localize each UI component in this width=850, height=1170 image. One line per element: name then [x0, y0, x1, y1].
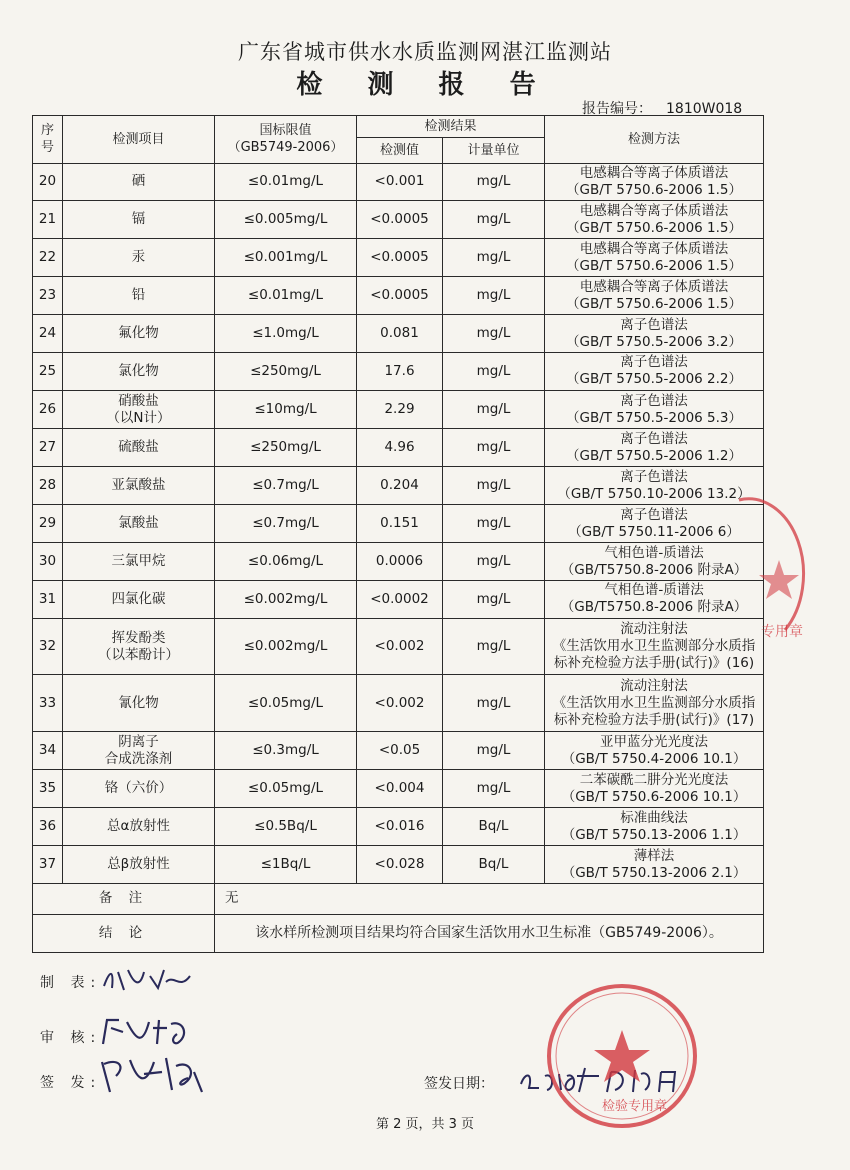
table-row	[33, 675, 764, 732]
row-unit: mg/L	[443, 353, 545, 391]
row-item: 四氯化碳	[63, 580, 215, 618]
table-row	[33, 277, 764, 315]
table-row	[33, 732, 764, 770]
row-item: 亚氯酸盐	[63, 467, 215, 505]
header-item: 检测项目	[63, 116, 215, 164]
row-item: 氟化物	[63, 315, 215, 353]
row-limit: ≤0.06mg/L	[215, 543, 357, 581]
row-value: 0.151	[357, 505, 443, 543]
row-no: 36	[33, 808, 63, 846]
row-value: <0.0005	[357, 239, 443, 277]
row-value: <0.016	[357, 808, 443, 846]
row-item: 氯酸盐	[63, 505, 215, 543]
row-no: 29	[33, 505, 63, 543]
row-limit: ≤1.0mg/L	[215, 315, 357, 353]
row-no: 24	[33, 315, 63, 353]
row-value: <0.004	[357, 770, 443, 808]
table-header-row-1	[33, 116, 764, 138]
row-item: 总β放射性	[63, 846, 215, 884]
row-unit: Bq/L	[443, 846, 545, 884]
row-item: 氯化物	[63, 353, 215, 391]
row-no: 33	[33, 675, 63, 732]
org-title: 广东省城市供水水质监测网湛江监测站	[238, 40, 612, 64]
row-no: 21	[33, 201, 63, 239]
row-limit: ≤250mg/L	[215, 429, 357, 467]
row-unit: mg/L	[443, 770, 545, 808]
row-unit: mg/L	[443, 505, 545, 543]
issue-date: 签发日期：	[424, 1076, 494, 1092]
row-no: 25	[33, 353, 63, 391]
prepared-by: 制 表:	[40, 975, 102, 991]
row-item: 氰化物	[63, 675, 215, 732]
report-number-value: 1810W018	[666, 101, 743, 117]
row-method: 电感耦合等离子体质谱法 （GB/T 5750.6-2006 1.5）	[545, 277, 764, 315]
row-value: <0.05	[357, 732, 443, 770]
table-row	[33, 239, 764, 277]
row-value: <0.0005	[357, 277, 443, 315]
row-item: 三氯甲烷	[63, 543, 215, 581]
row-no: 22	[33, 239, 63, 277]
report-number-label: 报告编号：	[582, 101, 652, 117]
row-unit: mg/L	[443, 618, 545, 675]
table-row	[33, 201, 764, 239]
table-row	[33, 808, 764, 846]
row-limit: ≤0.3mg/L	[215, 732, 357, 770]
row-limit: ≤10mg/L	[215, 390, 357, 428]
row-limit: ≤0.05mg/L	[215, 675, 357, 732]
svg-text:专用章: 专用章	[761, 624, 803, 640]
row-no: 31	[33, 580, 63, 618]
conclusion-row	[33, 914, 764, 953]
row-value: 0.0006	[357, 543, 443, 581]
row-method: 离子色谱法 （GB/T 5750.5-2006 5.3）	[545, 390, 764, 428]
row-value: 0.081	[357, 315, 443, 353]
official-seal	[542, 982, 702, 1132]
row-method: 电感耦合等离子体质谱法 （GB/T 5750.6-2006 1.5）	[545, 239, 764, 277]
row-method: 气相色谱-质谱法 （GB/T5750.8-2006 附录A）	[545, 580, 764, 618]
remark-row-label: 备 注	[33, 884, 215, 914]
conclusion-row-label: 结 论	[33, 914, 215, 953]
row-item: 硝酸盐 （以N计）	[63, 390, 215, 428]
header-value: 检测值	[357, 138, 443, 163]
row-no: 37	[33, 846, 63, 884]
header-limit: 国标限值 （GB5749-2006）	[215, 116, 357, 164]
table-row	[33, 618, 764, 675]
row-method: 离子色谱法 （GB/T 5750.5-2006 2.2）	[545, 353, 764, 391]
row-value: <0.0002	[357, 580, 443, 618]
row-unit: mg/L	[443, 675, 545, 732]
document-title: 检 测 报 告	[296, 70, 554, 100]
table-row	[33, 163, 764, 201]
row-item: 阴离子 合成洗涤剂	[63, 732, 215, 770]
row-method: 二苯碳酰二肼分光光度法 （GB/T 5750.6-2006 10.1）	[545, 770, 764, 808]
side-stamp	[735, 490, 803, 650]
row-no: 32	[33, 618, 63, 675]
row-unit: mg/L	[443, 277, 545, 315]
row-no: 30	[33, 543, 63, 581]
row-no: 23	[33, 277, 63, 315]
row-method: 离子色谱法 （GB/T 5750.11-2006 6）	[545, 505, 764, 543]
row-value: 17.6	[357, 353, 443, 391]
row-method: 离子色谱法 （GB/T 5750.5-2006 1.2）	[545, 429, 764, 467]
issued-signature	[96, 1052, 206, 1096]
header-no: 序号	[33, 116, 63, 164]
row-value: 2.29	[357, 390, 443, 428]
row-method: 电感耦合等离子体质谱法 （GB/T 5750.6-2006 1.5）	[545, 163, 764, 201]
row-unit: mg/L	[443, 163, 545, 201]
row-limit: ≤250mg/L	[215, 353, 357, 391]
header-unit: 计量单位	[443, 138, 545, 163]
row-method: 离子色谱法 （GB/T 5750.10-2006 13.2）	[545, 467, 764, 505]
remark-row-value: 无	[215, 884, 764, 914]
issued-by: 签 发:	[40, 1075, 102, 1091]
row-method: 气相色谱-质谱法 （GB/T5750.8-2006 附录A）	[545, 543, 764, 581]
table-row	[33, 429, 764, 467]
row-limit: ≤1Bq/L	[215, 846, 357, 884]
row-method: 亚甲蓝分光光度法 （GB/T 5750.4-2006 10.1）	[545, 732, 764, 770]
row-item: 镉	[63, 201, 215, 239]
row-item: 铬（六价）	[63, 770, 215, 808]
row-unit: mg/L	[443, 201, 545, 239]
row-limit: ≤0.05mg/L	[215, 770, 357, 808]
row-limit: ≤0.002mg/L	[215, 580, 357, 618]
row-method: 电感耦合等离子体质谱法 （GB/T 5750.6-2006 1.5）	[545, 201, 764, 239]
row-value: <0.028	[357, 846, 443, 884]
row-limit: ≤0.01mg/L	[215, 163, 357, 201]
row-no: 35	[33, 770, 63, 808]
row-unit: mg/L	[443, 580, 545, 618]
row-unit: mg/L	[443, 315, 545, 353]
table-row	[33, 543, 764, 581]
row-limit: ≤0.005mg/L	[215, 201, 357, 239]
row-item: 汞	[63, 239, 215, 277]
row-item: 硫酸盐	[63, 429, 215, 467]
row-method: 流动注射法 《生活饮用水卫生监测部分水质指 标补充检验方法手册(试行)》(17)	[545, 675, 764, 732]
row-unit: mg/L	[443, 543, 545, 581]
row-no: 28	[33, 467, 63, 505]
row-no: 20	[33, 163, 63, 201]
row-unit: mg/L	[443, 429, 545, 467]
table-row	[33, 846, 764, 884]
row-method: 薄样法 （GB/T 5750.13-2006 2.1）	[545, 846, 764, 884]
table-row	[33, 580, 764, 618]
table-row	[33, 390, 764, 428]
table-row	[33, 315, 764, 353]
table-row	[33, 505, 764, 543]
table-row	[33, 770, 764, 808]
row-value: <0.002	[357, 618, 443, 675]
row-unit: mg/L	[443, 390, 545, 428]
conclusion-row-value: 该水样所检测项目结果均符合国家生活饮用水卫生标准（GB5749-2006）。	[215, 914, 764, 953]
remark-row	[33, 884, 764, 914]
row-value: <0.001	[357, 163, 443, 201]
svg-text:检验专用章: 检验专用章	[602, 1099, 668, 1114]
table-row	[33, 467, 764, 505]
results-table	[32, 115, 764, 953]
page-number: 第 2 页，共 3 页	[375, 1117, 475, 1132]
row-limit: ≤0.5Bq/L	[215, 808, 357, 846]
row-limit: ≤0.7mg/L	[215, 505, 357, 543]
row-method: 标准曲线法 （GB/T 5750.13-2006 1.1）	[545, 808, 764, 846]
row-limit: ≤0.7mg/L	[215, 467, 357, 505]
header-result: 检测结果	[357, 116, 545, 138]
reviewed-by: 审 核:	[40, 1030, 102, 1046]
row-unit: mg/L	[443, 732, 545, 770]
reviewed-signature	[97, 1014, 197, 1050]
row-no: 27	[33, 429, 63, 467]
row-item: 挥发酚类 （以苯酚计）	[63, 618, 215, 675]
row-no: 26	[33, 390, 63, 428]
header-method: 检测方法	[545, 116, 764, 164]
row-no: 34	[33, 732, 63, 770]
row-unit: mg/L	[443, 239, 545, 277]
row-method: 流动注射法 《生活饮用水卫生监测部分水质指 标补充检验方法手册(试行)》(16)	[545, 618, 764, 675]
row-item: 总α放射性	[63, 808, 215, 846]
table-row	[33, 353, 764, 391]
row-value: <0.002	[357, 675, 443, 732]
row-item: 铅	[63, 277, 215, 315]
row-value: 0.204	[357, 467, 443, 505]
row-method: 离子色谱法 （GB/T 5750.5-2006 3.2）	[545, 315, 764, 353]
row-unit: mg/L	[443, 467, 545, 505]
row-value: <0.0005	[357, 201, 443, 239]
row-unit: Bq/L	[443, 808, 545, 846]
prepared-signature	[100, 964, 195, 994]
row-value: 4.96	[357, 429, 443, 467]
row-item: 硒	[63, 163, 215, 201]
row-limit: ≤0.001mg/L	[215, 239, 357, 277]
row-limit: ≤0.01mg/L	[215, 277, 357, 315]
row-limit: ≤0.002mg/L	[215, 618, 357, 675]
